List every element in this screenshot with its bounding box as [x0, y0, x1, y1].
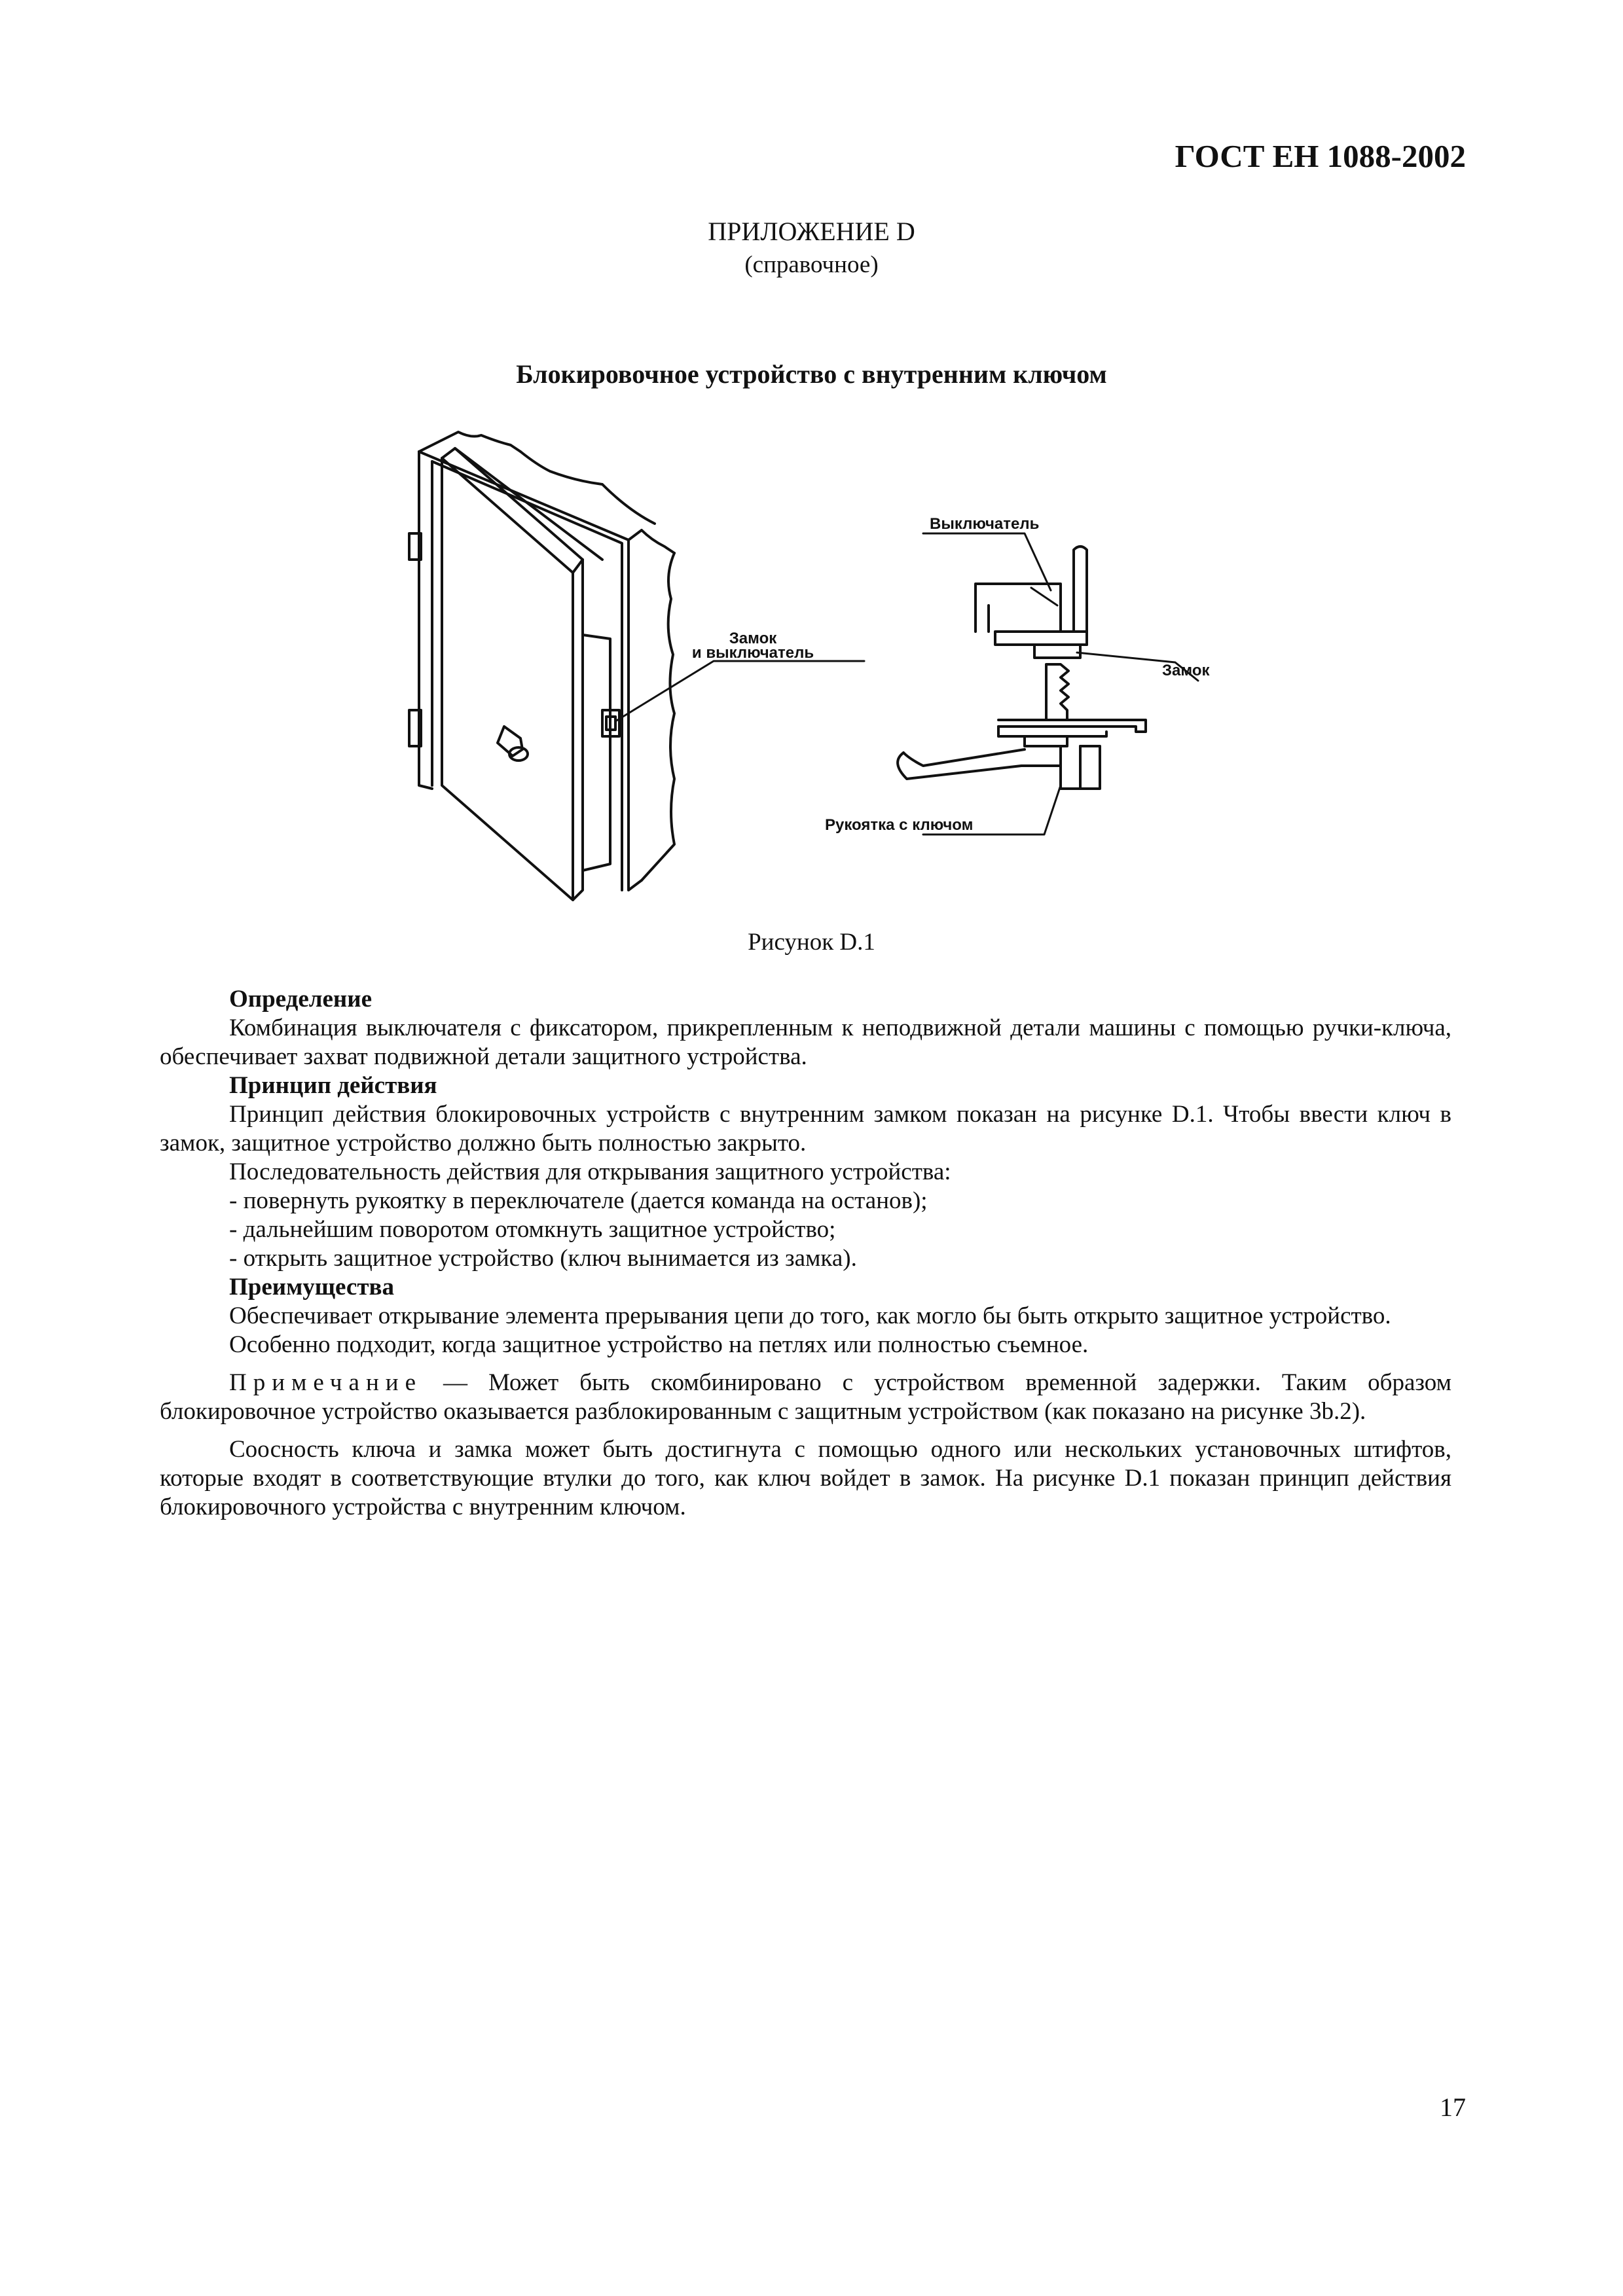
list-item: - дальнейшим поворотом отомкнуть защитное устройство; [229, 1216, 836, 1243]
advantages-heading: Преимущества [229, 1274, 394, 1300]
body-text [160, 985, 1451, 1522]
interlock-drawing [406, 419, 1322, 916]
definition-heading: Определение [229, 986, 372, 1013]
sequence-intro: Последовательность действия для открывания защитного устройства: [229, 1158, 951, 1185]
annex-subtitle: (справочное) [744, 251, 879, 278]
list-item: - повернуть рукоятку в переключателе (дается команда на останов); [229, 1187, 928, 1214]
advantages-paragraph-2: Особенно подходит, когда защитное устройство на петлях или полностью съемное. [229, 1331, 1089, 1358]
label-switch: Выключатель [930, 515, 1040, 533]
standard-code: ГОСТ ЕН 1088-2002 [1175, 138, 1466, 174]
definition-paragraph: Комбинация выключателя с фиксатором, прикрепленным к неподвижной детали машины с помощью ручки-ключа, обеспечивает захват подвижной детали защитного устройства. [160, 1014, 1451, 1070]
principle-heading: Принцип действия [229, 1072, 437, 1099]
label-lock: Замок [1162, 662, 1210, 679]
label-lock-switch-line1: Замок [729, 630, 777, 647]
figure-caption: Рисунок D.1 [748, 929, 875, 956]
list-item: - открыть защитное устройство (ключ вынимается из замка). [229, 1245, 857, 1272]
annex-title: ПРИЛОЖЕНИЕ D [708, 217, 915, 246]
note-label: Примечание [229, 1369, 422, 1396]
page-number: 17 [1440, 2092, 1466, 2122]
alignment-paragraph: Соосность ключа и замка может быть достигнута с помощью одного или нескольких установочных штифтов, которые входят в соответствующие втулки до того, как ключ войдет в замок. На рисунке D.1 показан принцип действия блокировочного устройства с внутренним ключом. [160, 1436, 1451, 1520]
note-paragraph [160, 1369, 1451, 1426]
note-text: — Может быть скомбинировано с устройством временной задержки. Таким образом блокировочное устройство оказывается разблокированным с защитным устройством (как показано на рисунке 3b.2). [160, 1369, 1451, 1425]
door-frame-illustration [409, 432, 674, 890]
switch-mechanism-illustration [898, 547, 1146, 789]
figure-heading: Блокировочное устройство с внутренним ключом [516, 359, 1107, 389]
door-panel-illustration [442, 448, 619, 900]
label-handle-key: Рукоятка с ключом [825, 816, 974, 834]
figure-d1 [406, 419, 1322, 916]
advantages-paragraph-1: Обеспечивает открывание элемента прерывания цепи до того, как могло бы быть открыто защитное устройство. [229, 1302, 1391, 1329]
label-lock-switch-line2: и выключатель [691, 644, 814, 662]
principle-paragraph: Принцип действия блокировочных устройств с внутренним замком показан на рисунке D.1. Чтобы ввести ключ в замок, защитное устройство должно быть полностью закрыто. [160, 1101, 1451, 1157]
